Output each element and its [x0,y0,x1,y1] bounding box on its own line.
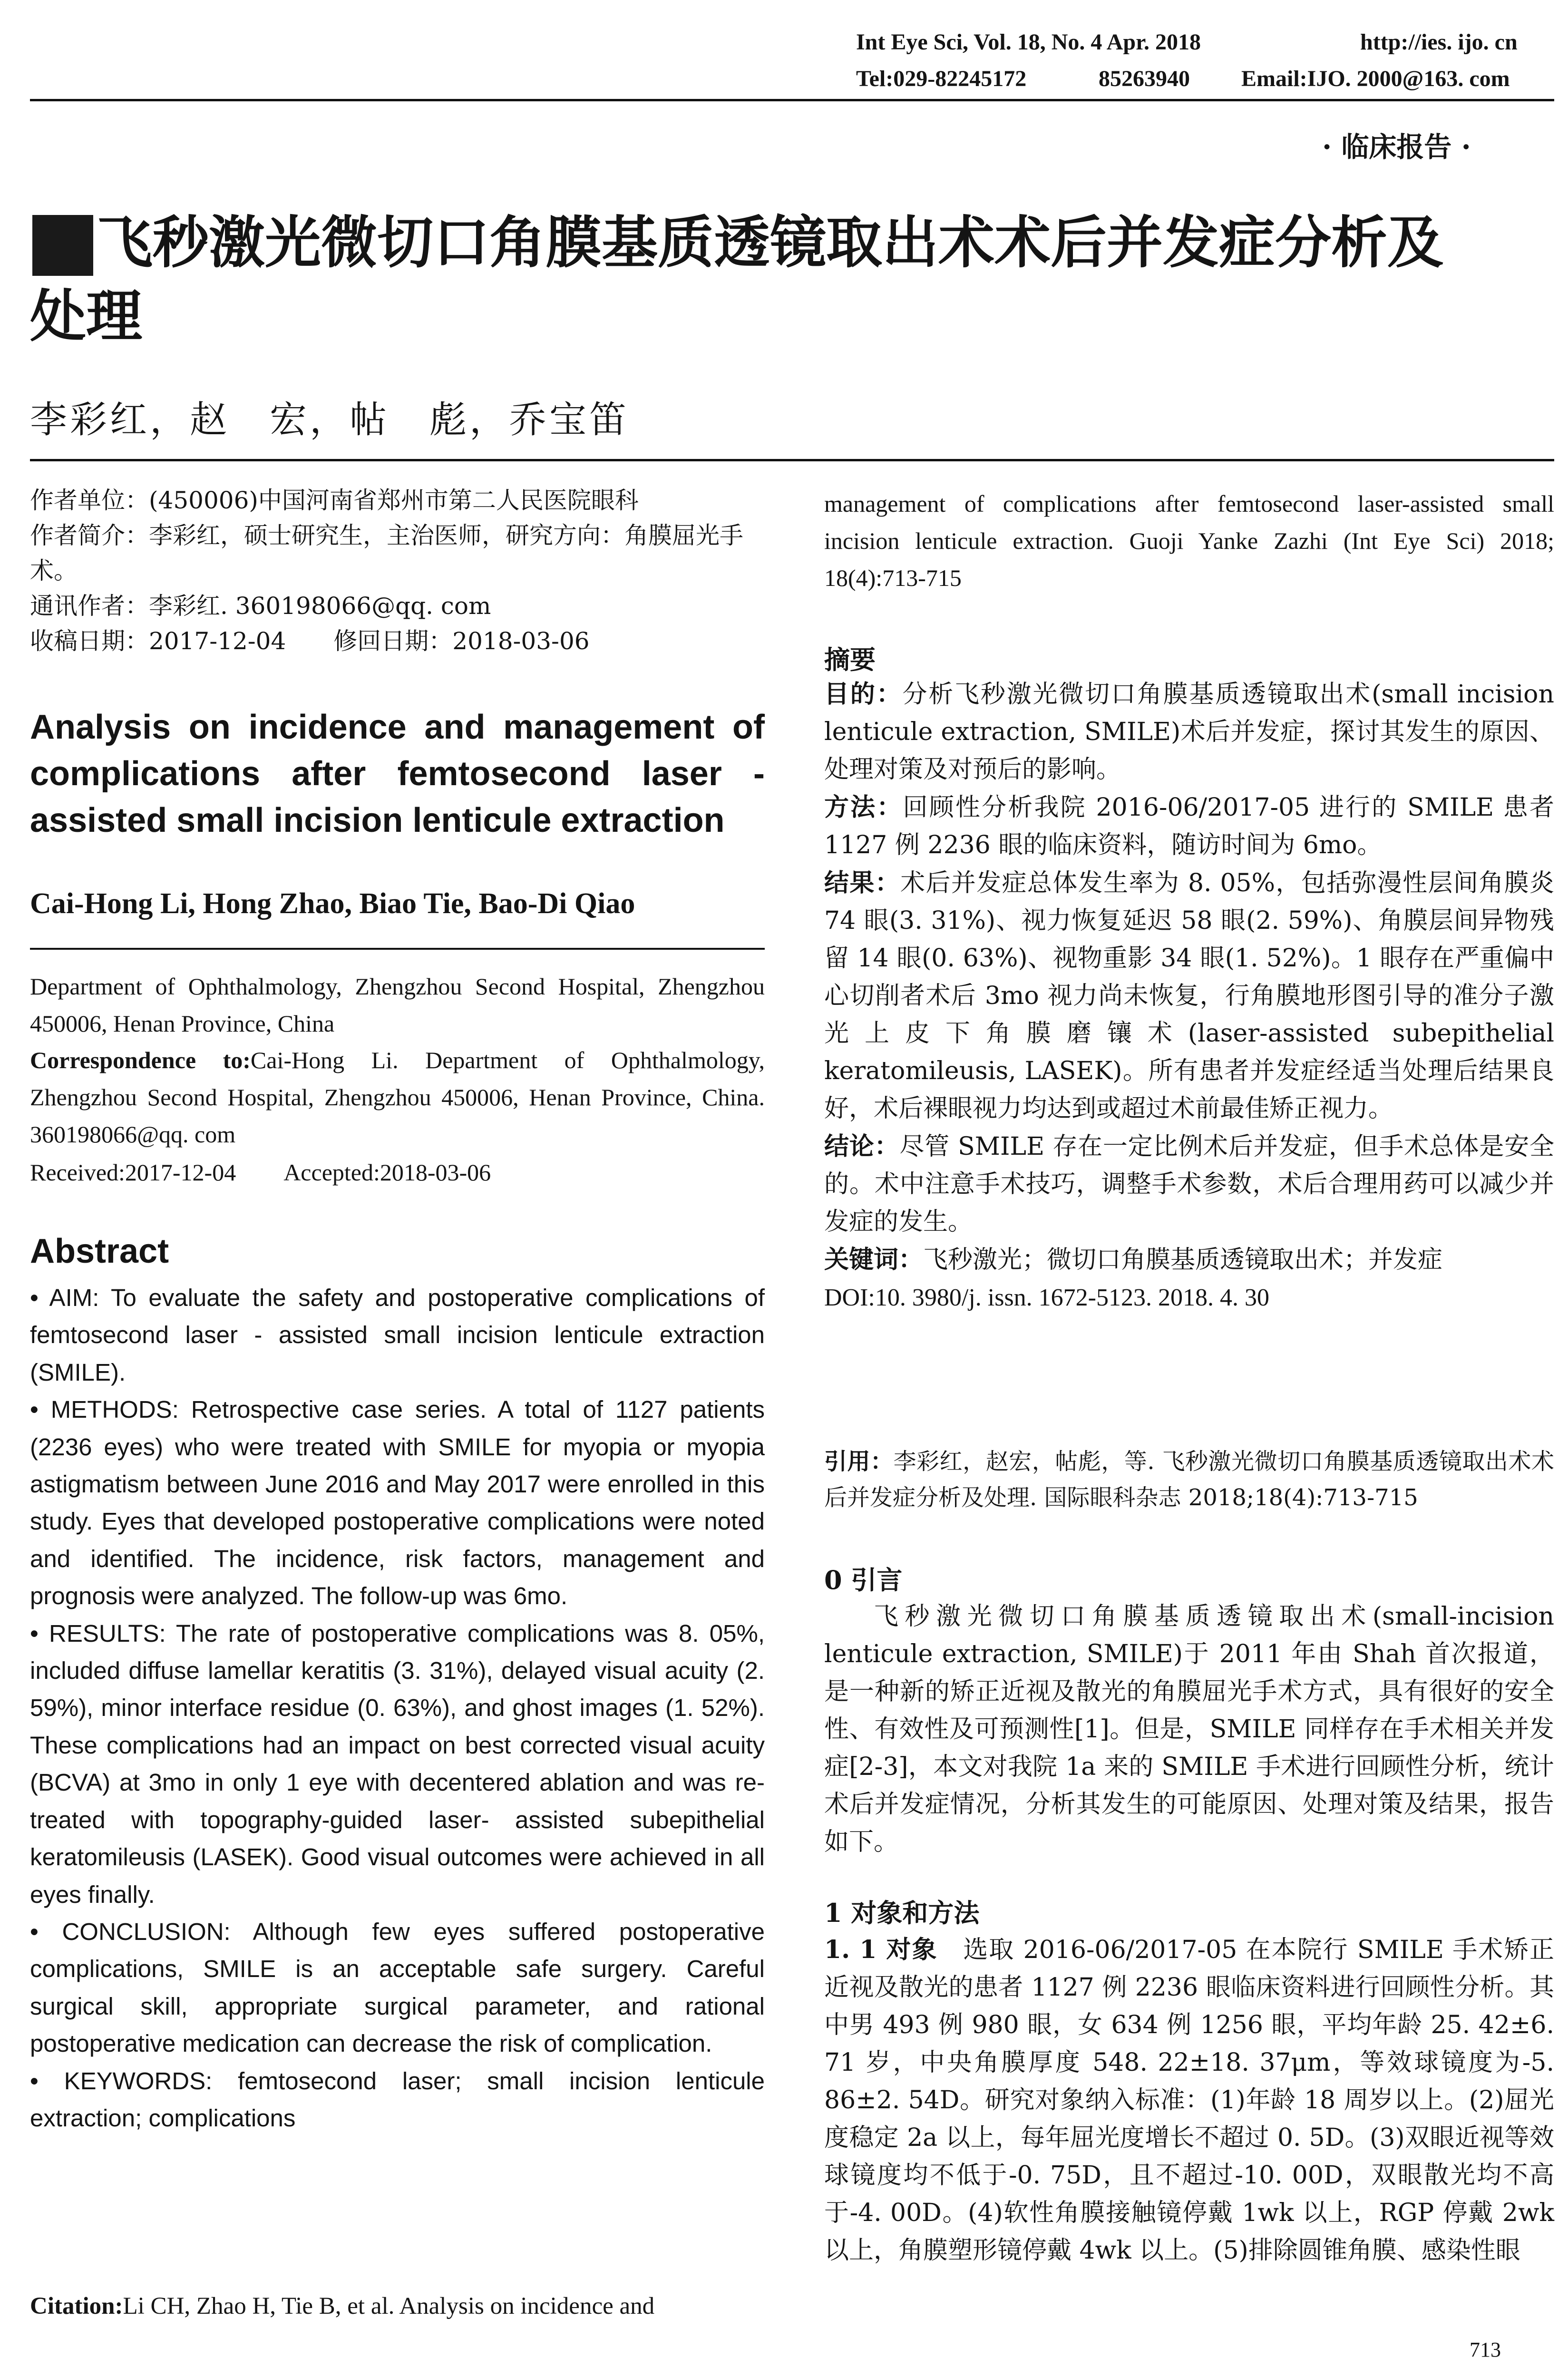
correspondence [30,1042,765,1153]
abstract-keywords: • KEYWORDS: femtosecond laser; small incision lenticule extraction; complications [30,2067,765,2132]
citation-cn-label: 引用： [824,1448,894,1475]
citation-en-continued: management of complications after femtosecond laser-assisted small incision lenticule extraction. Guoji Yanke Zazhi (Int Eye Sci) 2018; 18(4):713-715 [824,490,1554,591]
abstract-results: • RESULTS: The rate of postoperative complications was 8. 05%, included diffuse lamellar keratitis (3. 31%), delayed visual acuity (2. 59%), minor interface residue (0. 63%), and ghost images (1. 52%). These complications had an impact on best corrected visual acuity (BCVA) at 3mo in only 1 eye with decentered ablation and was re-treated with topography-guided laser- assisted subepithelial keratomileusis (LASEK). Good visual outcomes were achieved in all eyes finally. [30,1619,765,1908]
abstract-aim: • AIM: To evaluate the safety and postoperative complications of femtosecond laser - assisted small incision lenticule extraction (SMILE). [30,1284,765,1386]
methods-paragraph [824,1931,1554,2270]
journal-url: http://ies. ijo. cn [1360,29,1518,55]
title-logo-block [32,215,93,276]
title-en: Analysis on incidence and management of complications after femtosecond laser - assisted small incision lenticule extraction [30,708,765,839]
authors-en: Cai-Hong Li, Hong Zhao, Biao Tie, Bao-Di Qiao [30,887,635,920]
zh-aim: 分析飞秒激光微切口角膜基质透镜取出术(small incision lenticule extraction, SMILE)术后并发症，探讨其发生的原因、处理对策及对预后的影响。 [824,680,1554,784]
abstract-heading: Abstract [30,1232,169,1270]
title-line2: 处理 [30,283,143,349]
methods-text: 选取 2016-06/2017-05 在本院行 SMILE 手术矫正近视及散光的患者 1127 例 2236 眼临床资料进行回顾性分析。其中男 493 例 980 眼，女 634 例 1256 眼，平均年龄 25. 42±6. 71 岁，中央角膜厚度 548. 22±18. 37μm，等效球镜度为-5. 86±2. 54D。研究对象纳入标准：(1)年龄 18 周岁以上。(2)屈光度稳定 2a 以上，每年屈光度增长不超过 0. 5D。(3)双眼近视等效球镜度均不低于-0. 75D，且不超过-10. 00D，双眼散光均不高于-4. 00D。(4)软性角膜接触镜停戴 1wk 以上，RGP 停戴 2wk 以上，角膜塑形镜停戴 4wk 以上。(5)排除圆锥角膜、感染性眼 [824,1936,1554,2265]
zh-methods: 回顾性分析我院 2016-06/2017-05 进行的 SMILE 患者 1127 例 2236 眼的临床资料，随访时间为 6mo。 [824,793,1554,859]
intro-heading: 0 引言 [824,1565,903,1595]
affiliation-line: 通讯作者：李彩红. 360198066@qq. com [30,592,491,620]
abstract-methods: • METHODS: Retrospective case series. A total of 1127 patients (2236 eyes) who were treated with SMILE for myopia or myopia astigmatism between June 2016 and May 2017 were enrolled in this study. Eyes that developed postoperative complications were noted and identified. The incidence, risk factors, management and prognosis were analyzed. The follow-up was 6mo. [30,1396,765,1610]
affiliation-block [30,483,762,659]
page-number: 713 [1470,2338,1501,2361]
zh-results: 术后并发症总体发生率为 8. 05%，包括弥漫性层间角膜炎 74 眼(3. 31%)、视力恢复延迟 58 眼(2. 59%)、角膜层间异物残留 14 眼(0. 63%)、视物重影 34 眼(1. 52%)。1 眼存在严重偏中心切削者术后 3mo 视力尚未恢复，行角膜地形图引导的准分子激光上皮下角膜磨镶术(laser-assisted subepithelial keratomileusis, LASEK)。所有患者并发症经适当处理后结果良好，术后裸眼视力均达到或超过术前最佳矫正视力。 [824,869,1554,1123]
abstract-conclusion: • CONCLUSION: Although few eyes suffered postoperative complications, SMILE is an acceptable safe surgery. Careful surgical skill, appropriate surgical parameter, and rational postoperative medication can decrease the risk of complication. [30,1918,765,2057]
methods-heading: 1 对象和方法 [824,1898,980,1928]
authors-rule [30,459,1554,461]
received-dates: Received:2017-12-04 Accepted:2018-03-06 [30,1159,491,1186]
dept-en: Department of Ophthalmology, Zhengzhou Second Hospital, Zhengzhou 450006, Henan Province, China [30,973,765,1037]
header-rule [30,99,1554,101]
tel: Tel:029-82245172 [856,66,1027,91]
methods-subheading: 1. 1 对象 [824,1935,938,1964]
correspondence-label: Correspondence to: [30,1047,251,1073]
affiliation-line: 收稿日期：2017-12-04 修回日期：2018-03-06 [30,627,590,655]
citation-cn [824,1443,1554,1516]
doi: DOI:10. 3980/j. issn. 1672-5123. 2018. 4. 30 [824,1284,1269,1311]
section-label: · 临床报告 · [1322,131,1471,163]
email: Email:IJO. 2000@163. com [1241,66,1510,91]
authors-cn: 李彩红，赵 宏，帖 彪，乔宝笛 [30,399,630,441]
correspondence-text: Cai-Hong Li. Department of Ophthalmology, Zhengzhou Second Hospital, Zhengzhou 450006, Henan Province, China. 360198066@qq. com [30,1047,765,1148]
zh-keywords: 飞秒激光；微切口角膜基质透镜取出术；并发症 [923,1246,1443,1274]
title-line1: 飞秒激光微切口角膜基质透镜取出术术后并发症分析及 [97,209,1444,275]
citation-label: Citation: [30,2293,123,2319]
zh-aim-label: 目的： [824,680,903,709]
zh-abstract [824,675,1554,1316]
zh-keywords-label: 关键词： [824,1245,924,1274]
journal-info: Int Eye Sci, Vol. 18, No. 4 Apr. 2018 [856,29,1201,55]
citation-en [30,2292,765,2320]
affiliation-line: 作者单位：(450006)中国河南省郑州市第二人民医院眼科 [30,487,639,514]
zh-abstract-heading: 摘要 [824,644,876,675]
zh-conclusion-label: 结论： [824,1132,900,1161]
intro-text: 飞秒激光微切口角膜基质透镜取出术(small-incision lenticule extraction, SMILE)于 2011 年由 Shah 首次报道，是一种新的矫正近视及散光的角膜屈光手术方式，具有很好的安全性、有效性及可预测性[1]。但是，SMILE 同样存在手术相关并发症[2-3]，本文对我院 1a 来的 SMILE 手术进行回顾性分析，统计术后并发症情况，分析其发生的可能原因、处理对策及结果，报告如下。 [824,1602,1554,1856]
zh-methods-label: 方法： [824,793,903,822]
zh-conclusion: 尽管 SMILE 存在一定比例术后并发症，但手术总体是安全的。术中注意手术技巧，调整手术参数，术后合理用药可以减少并发症的发生。 [824,1132,1554,1236]
affiliation-line: 作者简介：李彩红，硕士研究生，主治医师，研究方向：角膜屈光手术。 [30,522,743,585]
zh-results-label: 结果： [824,868,901,897]
citation-cn-text: 李彩红，赵宏，帖彪，等. 飞秒激光微切口角膜基质透镜取出术术后并发症分析及处理. 国际眼科杂志 2018;18(4):713-715 [824,1448,1554,1511]
tel2: 85263940 [1099,66,1190,91]
authors-en-rule [30,948,765,950]
abstract-en [30,1279,765,2137]
citation-text: Li CH, Zhao H, Tie B, et al. Analysis on incidence and [123,2293,655,2319]
